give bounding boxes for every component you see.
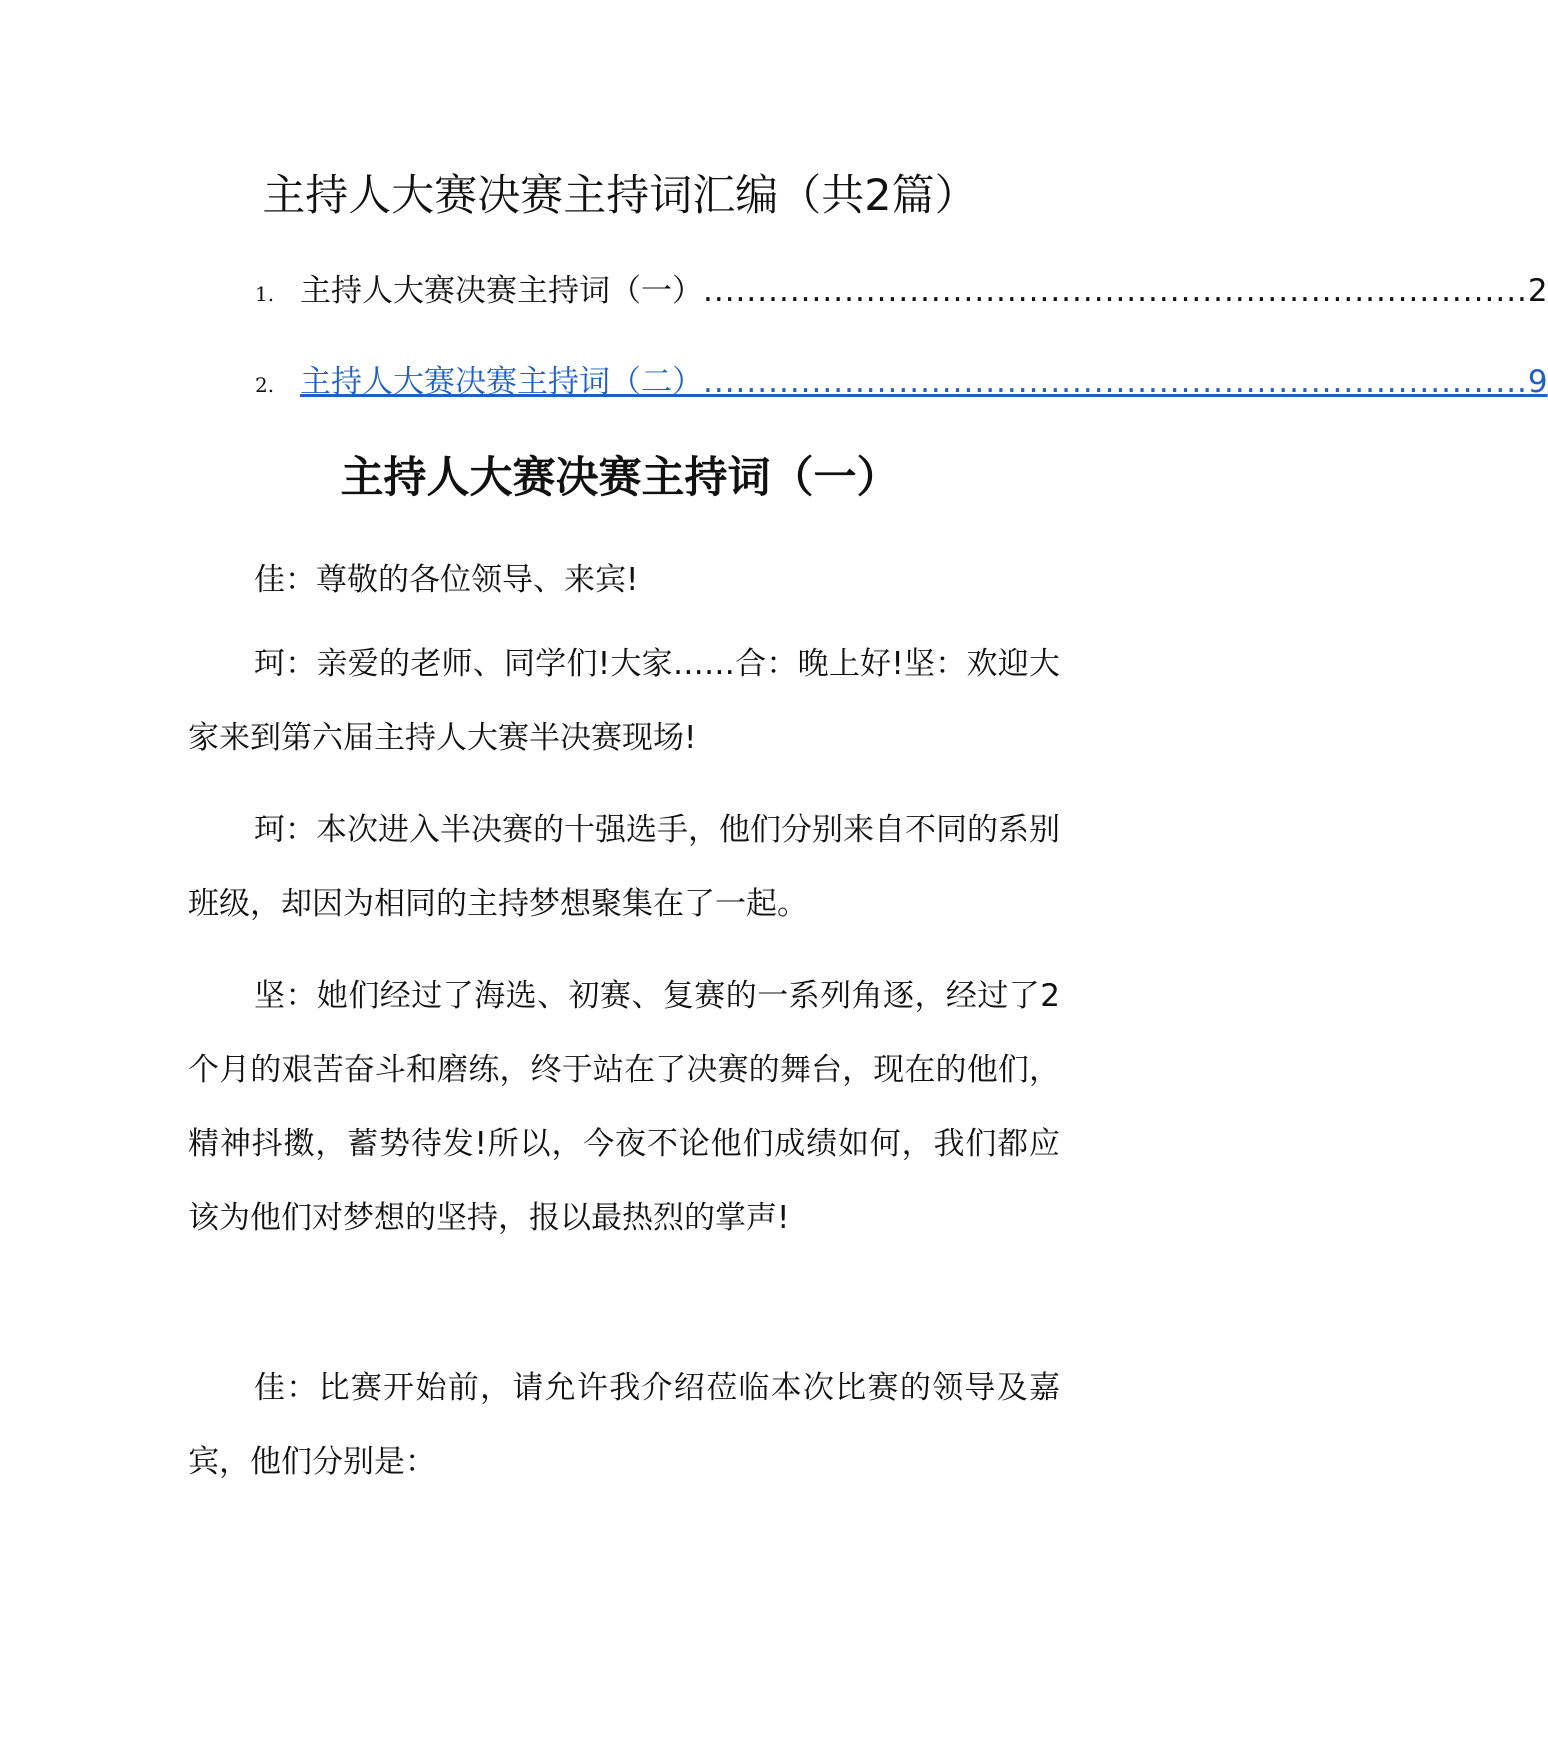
toc-leader-dots: ............................................................................ xyxy=(703,364,1528,400)
document-title: 主持人大赛决赛主持词汇编（共2篇） xyxy=(262,171,978,221)
toc-item-number: 2. xyxy=(255,373,275,397)
toc-entry-link[interactable] xyxy=(300,357,1548,407)
toc-item-number: 1. xyxy=(255,282,275,306)
toc-item-1 xyxy=(255,266,1548,316)
toc-page-number: 2 xyxy=(1527,273,1548,309)
toc-item-label: 主持人大赛决赛主持词（一） xyxy=(300,273,703,309)
section-heading: 主持人大赛决赛主持词（一） xyxy=(340,453,900,503)
toc-leader-dots: ............................................................................ xyxy=(703,273,1528,309)
paragraph-4: 坚：她们经过了海选、初赛、复赛的一系列角逐，经过了2个月的艰苦奋斗和磨练，终于站在了决赛的舞台，现在的他们，精神抖擞，蓄势待发!所以，今夜不论他们成绩如何，我们都应该为他们对梦想的坚持，报以最热烈的掌声! xyxy=(188,978,1060,1236)
toc-item-2 xyxy=(255,357,1548,407)
paragraph-2: 珂：亲爱的老师、同学们!大家……合：晚上好!坚：欢迎大家来到第六届主持人大赛半决赛现场! xyxy=(188,646,1060,756)
paragraph-1: 佳：尊敬的各位领导、来宾! xyxy=(254,562,639,598)
paragraph-3: 珂：本次进入半决赛的十强选手，他们分别来自不同的系别班级，却因为相同的主持梦想聚集在了一起。 xyxy=(188,812,1060,922)
toc-entry-link[interactable] xyxy=(300,266,1548,316)
paragraph-5: 佳：比赛开始前，请允许我介绍莅临本次比赛的领导及嘉宾，他们分别是： xyxy=(188,1370,1060,1480)
toc-item-label: 主持人大赛决赛主持词（二） xyxy=(300,364,703,400)
toc-page-number: 9 xyxy=(1527,364,1548,400)
